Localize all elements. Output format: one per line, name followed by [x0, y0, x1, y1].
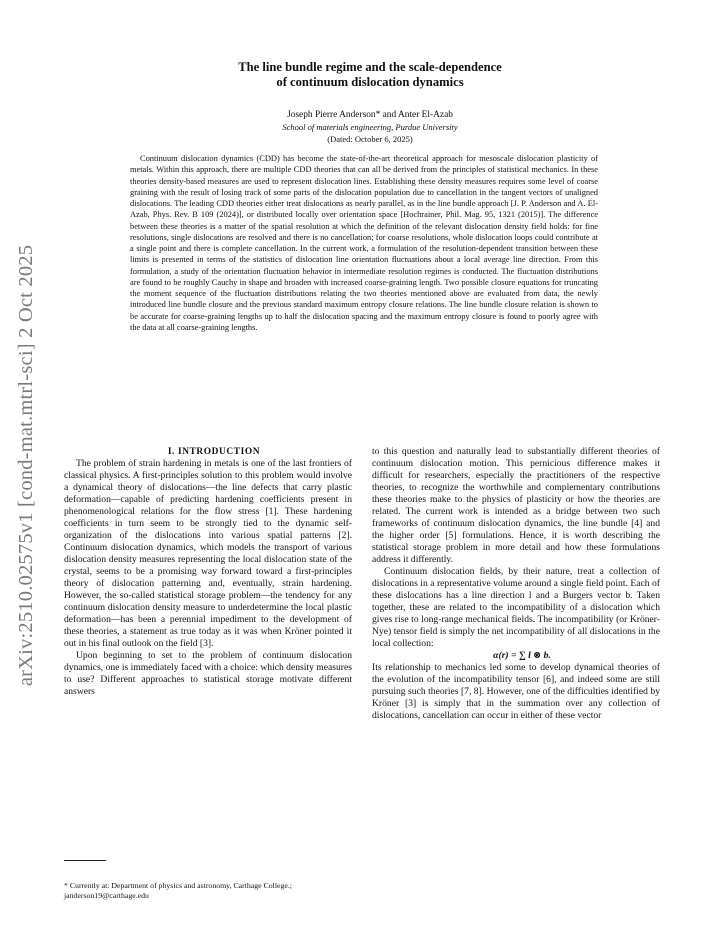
title-line-1: The line bundle regime and the scale-dependence	[238, 60, 502, 74]
intro-paragraph-5: Its relationship to mechanics led some to develop dynamical theories of the evolution of the incompatibility tensor [6], and indeed some are still pursuing such theories [7, 8]. However, one of the difficulties identified by Kröner [3] is simply that in the summation over any collection of dislocations, cancellation can occur in either of these vector	[372, 662, 660, 721]
date-line: (Dated: October 6, 2025)	[327, 134, 413, 144]
equation-incompatibility: α(r) = ∑ l ⊗ b.	[493, 650, 551, 661]
intro-paragraph-1: The problem of strain hardening in metals is one of the last frontiers of classical physics. A first-principles solution to this problem would involve a dynamical theory of dislocations—the line defects that carry plastic deformation—capable of predicting hardening coefficients present in phenomenological relations for the flow stress [1]. These hardening coefficients in turn seem to be strongly tied to the dynamic self-organization of the dislocations into various spatial patterns [2]. Continuum dislocation dynamics, which models the transport of various dislocation density measures representing the local dislocation state of the crystal, seems to be a promising way forward toward a first-principles theory of dislocation patterning and, eventually, strain hardening. However, the so-called statistical storage problem—the tendency for any continuum dislocation density measure to underdetermine the local plastic deformation—has been a perennial impediment to the development of these theories, a statement as true today as it was when Kröner pointed it out in his final outlook on the field [3].	[64, 458, 352, 649]
paper-title	[120, 60, 620, 90]
left-column	[64, 446, 352, 698]
title-line-2: of continuum dislocation dynamics	[276, 75, 464, 89]
intro-paragraph-2: Upon beginning to set to the problem of continuum dislocation dynamics, one is immediately faced with a choice: which density measures to use? Different approaches to statistical storage motivate different answers	[64, 650, 352, 697]
section-heading: I. INTRODUCTION	[167, 447, 261, 457]
arxiv-identifier-text: arXiv:2510.02575v1 [cond-mat.mtrl-sci] 2 Oct 2025	[15, 244, 38, 686]
abstract: Continuum dislocation dynamics (CDD) has become the state-of-the-art theoretical approach for mesoscale dislocation plasticity of metals. Within this approach, there are multiple CDD theories that can all be derived from the principles of statistical mechanics. In these theories density-based measures are used to represent dislocation lines. Establishing these density measures requires some level of coarse graining with the result of losing track of some parts of the dislocation population due to cancellation in the tangent vectors of unaligned dislocations. The leading CDD theories either treat dislocations as nearly parallel, as in the line bundle approach [J. P. Anderson and A. El-Azab, Phys. Rev. B 109 (2024)], or distributed locally over orientation space [Hochrainer, Phil. Mag. 95, 1321 (2015)]. The difference between these theories is a matter of the spatial resolution at which the definition of the relevant dislocation density field holds: for fine resolutions, single dislocations are resolved and there is no cancellation; for coarse resolutions, whole dislocation loops could contribute at a single point and there is complete cancellation. In the current work, a formulation of the resolution-dependent transition between these limits is presented in terms of the statistics of dislocation line orientation fluctuations about a local average line direction. From this formulation, a study of the orientation fluctuation behavior in intermediate resolution regimes is conducted. The fluctuation distributions are found to be roughly Cauchy in shape and broaden with increased coarse-graining length. Two possible closure equations for truncating the moment sequence of the fluctuation distributions relating the two theories mentioned above are evaluated from data, the newly introduced line bundle closure and the previous standard maximum entropy closure relations. The line bundle closure relation is shown to be accurate for coarse-graining lengths up to half the dislocation spacing and the maximum entropy closure is found to poorly agree with the data at all coarse-graining lengths.	[130, 154, 598, 332]
authors: Joseph Pierre Anderson* and Anter El-Azab	[287, 110, 453, 120]
footnote-rule	[64, 860, 106, 861]
footnote: * Currently at: Department of physics and astronomy, Carthage College.; janderson19@carthage.edu	[64, 881, 292, 900]
intro-paragraph-3: to this question and naturally lead to substantially different theories of continuum dislocation motion. This pernicious difference makes it difficult for researchers, especially the practitioners of the respective theories, to recognize the worthwhile and complementary contributions these theories make to the physics of plasticity or how the theories are related. The current work is intended as a bridge between two such frameworks of continuum dislocation dynamics, the line bundle [4] and the higher order [5] formulations. Hence, it is worth describing the statistical storage problem in more detail and how these formulations address it differently.	[372, 446, 660, 565]
intro-paragraph-4: Continuum dislocation fields, by their nature, treat a collection of dislocations in a representative volume around a single field point. Each of these dislocations has a line direction l and a Burgers vector b. Taken together, these are related to the incompatibility of a dislocation which gives rise to long-range mechanical fields. The incompatibility (or Kröner-Nye) tensor field is simply the net incompatibility of all dislocations in the local collection:	[372, 566, 660, 649]
right-column	[372, 446, 660, 722]
arxiv-identifier	[12, 230, 42, 700]
affiliation: School of materials engineering, Purdue University	[282, 122, 458, 132]
